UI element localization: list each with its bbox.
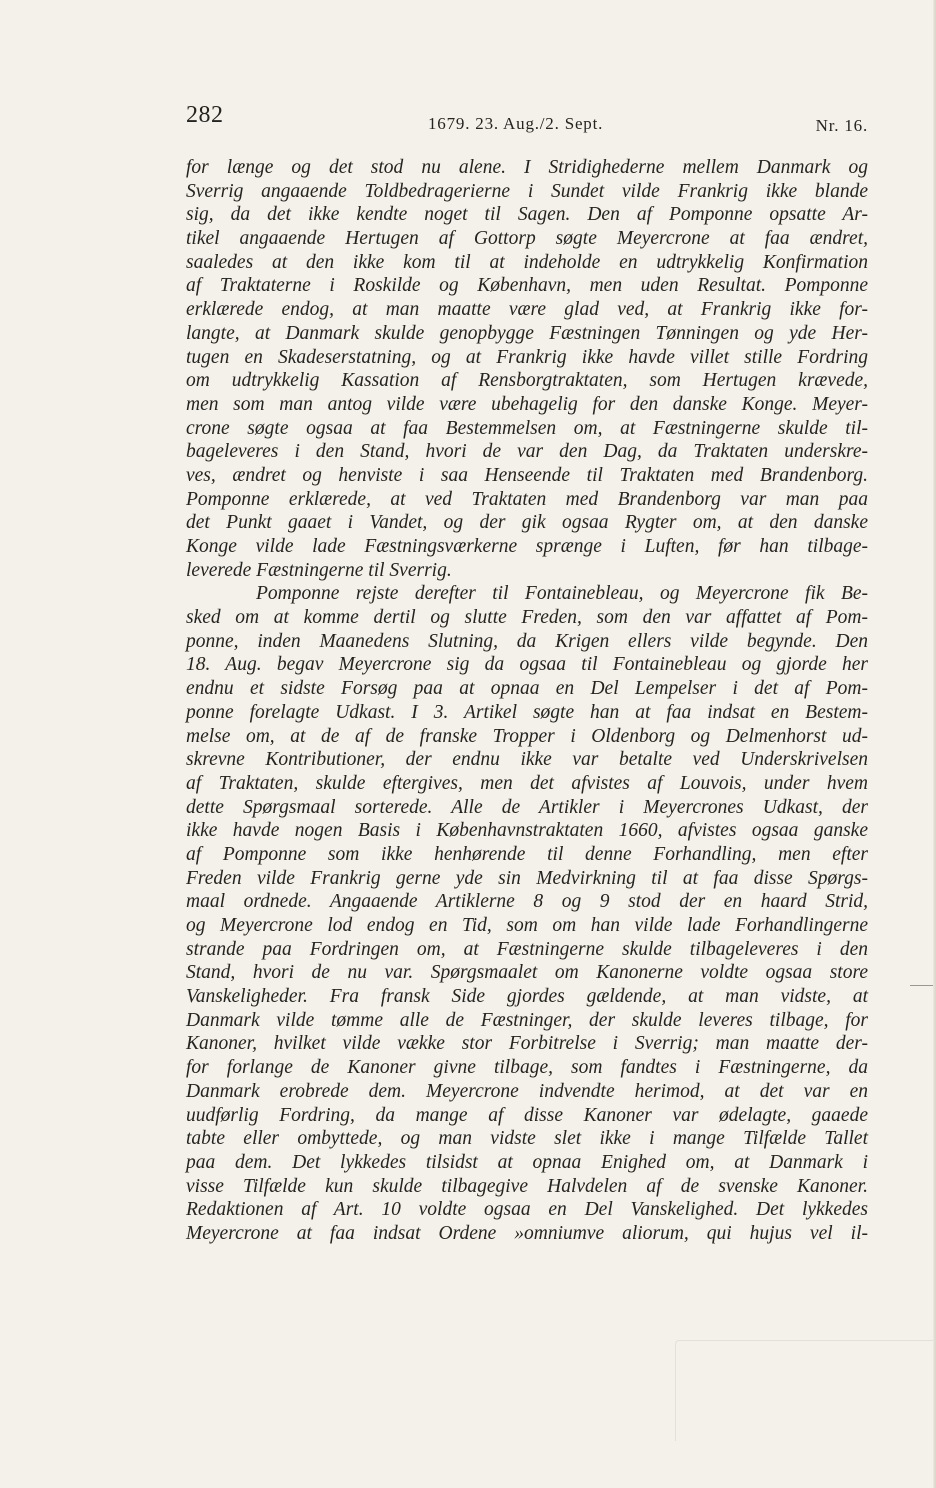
document-number: Nr. 16.: [815, 116, 868, 135]
text-line: af Traktaten, skulde eftergives, men det afvistes af Louvois, under hvem: [186, 772, 868, 794]
text-line: Sverrig angaaende Toldbedragerierne i Sundet vilde Frankrig ikke blande: [186, 180, 868, 202]
paragraph-end-line: leverede Fæstningerne til Sverrig.: [186, 559, 452, 581]
text-line: Vanskeligheder. Fra fransk Side gjordes gældende, at man vidste, at: [186, 986, 868, 1008]
text-line: erklærede endog, at man maatte være glad ved, at Frankrig ikke for-: [186, 299, 868, 321]
text-line: ikke havde nogen Basis i Københavnstraktaten 1660, afvistes ogsaa ganske: [186, 820, 868, 842]
text-line: uudførlig Fordring, da mange af disse Kanoner var ødelagte, gaaede: [186, 1104, 868, 1126]
text-line: skrevne Kontributioner, der endnu ikke var betalte ved Underskrivelsen: [186, 749, 868, 771]
text-line: endnu et sidste Forsøg paa at opnaa en Del Lempelser i det af Pom-: [186, 678, 868, 700]
text-line: ves, ændret og henviste i saa Henseende til Traktaten med Brandenborg.: [186, 464, 868, 486]
text-line: 18. Aug. begav Meyercrone sig da ogsaa til Fontainebleau og gjorde her: [186, 654, 868, 676]
text-line: Freden vilde Frankrig gerne yde sin Medvirkning til at faa disse Spørgs-: [186, 867, 868, 889]
text-line: visse Tilfælde kun skulde tilbagegive Halvdelen af de svenske Kanoner.: [186, 1175, 868, 1197]
text-line: om udtrykkelig Kassation af Rensborgtraktaten, som Hertugen krævede,: [186, 370, 868, 392]
text-line: for længe og det stod nu alene. I Stridighederne mellem Danmark og: [186, 157, 868, 178]
text-line: Konge vilde lade Fæstningsværkerne sprænge i Luften, før han tilbage-: [186, 536, 868, 557]
text-line: Danmark vilde tømme alle de Fæstninger, der skulde leveres tilbage, for: [186, 1009, 868, 1031]
text-line: og Meyercrone lod endog en Tid, som om han vilde lade Forhandlingerne: [186, 915, 868, 936]
text-line: af Pomponne som ikke henhørende til denne Forhandling, men efter: [186, 843, 868, 865]
text-line: sked om at komme dertil og slutte Freden, som den var affattet af Pom-: [186, 607, 868, 629]
text-line: tikel angaaende Hertugen af Gottorp søgte Meyercrone at faa ændret,: [186, 228, 868, 250]
text-line: Pomponne erklærede, at ved Traktaten med Brandenborg var man paa: [186, 488, 868, 510]
text-line: for forlange de Kanoner givne tilbage, som fandtes i Fæstningerne, da: [186, 1057, 868, 1079]
text-line: bageleveres i den Stand, hvori de var den Dag, da Traktaten underskre-: [186, 441, 868, 463]
text-line: maal ordnede. Angaaende Artiklerne 8 og 9 stod der en haard Strid,: [186, 891, 868, 913]
text-line: tabte eller ombyttede, og man vidste slet ikke i mange Tilfælde Tallet: [186, 1128, 868, 1150]
text-line: Meyercrone at faa indsat Ordene »omniumve aliorum, qui hujus vel il-: [186, 1222, 868, 1244]
text-line: Kanoner, hvilket vilde vække stor Forbitrelse i Sverrig; man maatte der-: [186, 1033, 868, 1055]
text-line: af Traktaterne i Roskilde og København, men uden Resultat. Pomponne: [186, 275, 868, 297]
paper-crease: [675, 1340, 936, 1441]
text-line: paa dem. Det lykkedes tilsidst at opnaa Enighed om, at Danmark i: [186, 1151, 868, 1173]
paragraph-start-line: Pomponne rejste derefter til Fontainebleau, og Meyercrone fik Be-: [256, 583, 868, 605]
text-line: ponne, inden Maanedens Slutning, da Krigen ellers vilde begynde. Den: [186, 630, 868, 652]
text-line: strande paa Fordringen om, at Fæstningerne skulde tilbageleveres i den: [186, 938, 868, 960]
body-text: [186, 156, 868, 1246]
text-line: ponne forelagte Udkast. I 3. Artikel søgte han at faa indsat en Bestem-: [186, 701, 868, 723]
running-head-date: 1679. 23. Aug./2. Sept.: [428, 114, 604, 133]
text-line: Danmark erobrede dem. Meyercrone indvendte herimod, at det var en: [186, 1080, 868, 1102]
text-line: sig, da det ikke kendte noget til Sagen. Den af Pomponne opsatte Ar-: [186, 204, 868, 226]
text-line: Stand, hvori de nu var. Spørgsmaalet om Kanonerne voldte ogsaa store: [186, 962, 868, 984]
text-line: saaledes at den ikke kom til at indeholde en udtrykkelig Konfirmation: [186, 251, 868, 273]
page-header: [186, 102, 868, 142]
text-line: tugen en Skadeserstatning, og at Frankrig ikke havde villet stille Fordring: [186, 346, 868, 368]
text-line: Redaktionen af Art. 10 voldte ogsaa en Del Vanskelighed. Det lykkedes: [186, 1199, 868, 1221]
text-line: det Punkt gaaet i Vandet, og der gik ogsaa Rygter om, at den danske: [186, 512, 868, 534]
text-line: melse om, at de af de franske Tropper i Oldenborg og Delmenhorst ud-: [186, 725, 868, 747]
page-number: 282: [186, 102, 224, 128]
text-line: men som man antog vilde være ubehagelig for den danske Konge. Meyer-: [186, 393, 868, 415]
text-line: crone søgte ogsaa at faa Bestemmelsen om, at Fæstningerne skulde til-: [186, 417, 868, 439]
text-line: langte, at Danmark skulde genopbygge Fæstningen Tønningen og yde Her-: [186, 322, 868, 344]
text-line: dette Spørgsmaal sorterede. Alle de Artikler i Meyercrones Udkast, der: [186, 796, 868, 818]
